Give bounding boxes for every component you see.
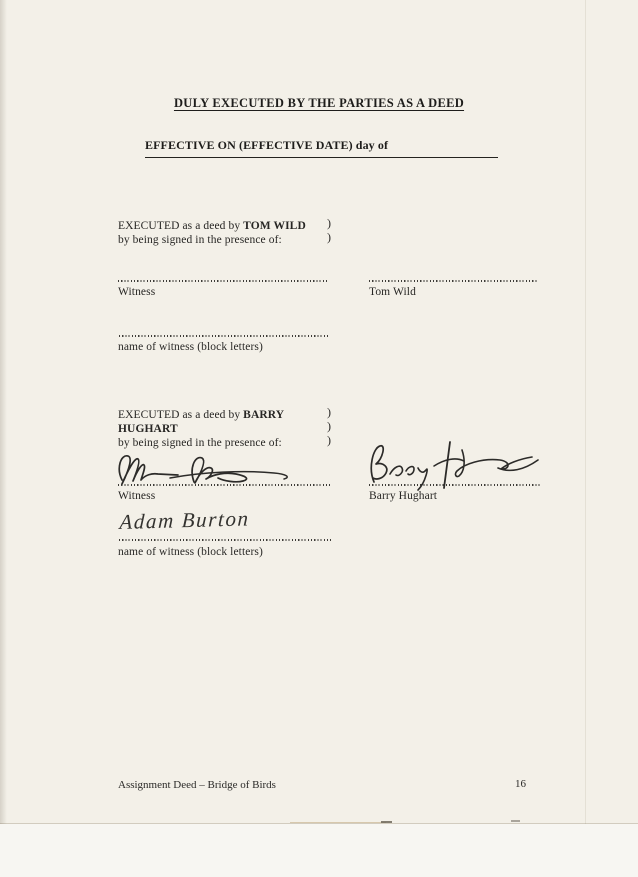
- effective-date-line: [145, 136, 498, 158]
- witness-signature-line: [118, 280, 329, 282]
- witness-name-line-signed: [119, 539, 331, 541]
- effective-date-label: EFFECTIVE ON (EFFECTIVE DATE) day of: [145, 138, 389, 152]
- tom-presence-line: by being signed in the presence of:: [118, 234, 282, 246]
- witness-label: Witness: [118, 286, 156, 298]
- scan-left-edge-shadow: [0, 0, 7, 824]
- deed-paren: ): [327, 230, 331, 244]
- handwritten-witness-name: Adam Burton: [119, 506, 251, 534]
- deed-paren: ): [327, 216, 331, 230]
- scan-artifact-mark: [511, 820, 520, 822]
- barry-exec-prefix: EXECUTED as a deed by: [118, 409, 241, 421]
- witness-name-line: [119, 335, 330, 337]
- witness-name-caption: name of witness (block letters): [118, 341, 263, 353]
- deed-paren: ): [327, 405, 331, 419]
- scan-artifact-line: [290, 822, 386, 823]
- tom-wild-name-label: Tom Wild: [369, 286, 416, 298]
- tom-exec-prefix: EXECUTED as a deed by: [118, 220, 241, 232]
- barry-hughart-name-label: Barry Hughart: [369, 490, 438, 502]
- tom-wild-signature-line: [369, 280, 537, 282]
- barry-presence-line: by being signed in the presence of:: [118, 437, 282, 449]
- page-number: 16: [515, 778, 526, 790]
- witness-signature-line-signed: [118, 484, 330, 486]
- deed-paren: ): [327, 419, 331, 433]
- deed-paren: ): [327, 433, 331, 447]
- barry-exec-line-3: [118, 433, 378, 451]
- barry-signature-line-signed: [369, 484, 540, 486]
- barry-party-name-2: HUGHART: [118, 423, 178, 435]
- tom-exec-line-2: [118, 230, 378, 248]
- scan-right-crease: [585, 0, 586, 824]
- footer-document-title: Assignment Deed – Bridge of Birds: [118, 779, 276, 791]
- tom-party-name: TOM WILD: [243, 220, 306, 232]
- deed-title: DULY EXECUTED BY THE PARTIES AS A DEED: [173, 96, 465, 110]
- scan-artifact-mark: [381, 821, 392, 823]
- barry-party-name-1: BARRY: [243, 409, 285, 421]
- witness-name-caption: name of witness (block letters): [118, 546, 263, 558]
- scan-background-strip: [0, 824, 638, 877]
- witness-label: Witness: [118, 490, 156, 502]
